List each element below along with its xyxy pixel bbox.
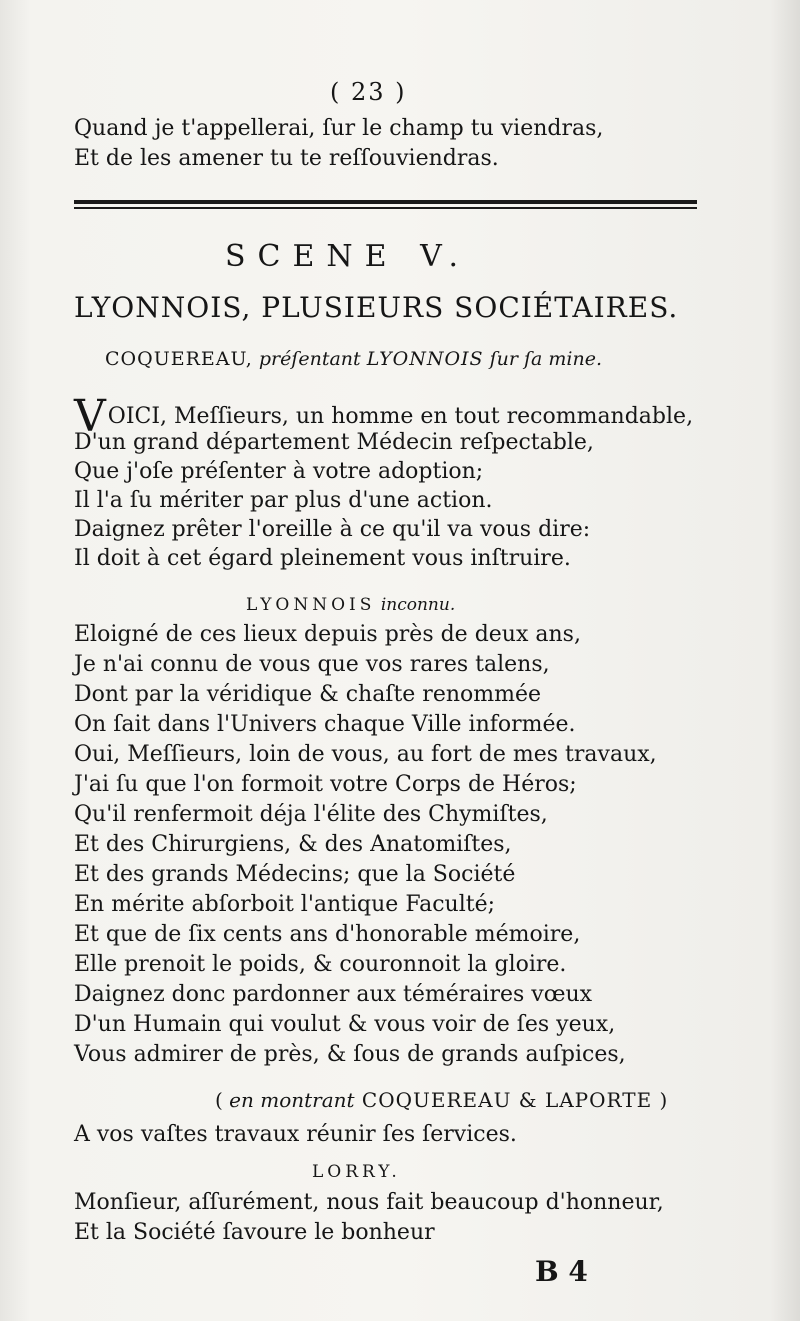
verse-line: Il doit à cet égard pleinement vous inſtruire. bbox=[74, 546, 571, 571]
speaker-note: inconnu. bbox=[375, 595, 456, 615]
section-rule bbox=[74, 207, 697, 209]
cast-list: LYONNOIS, PLUSIEURS SOCIÉTAIRES. bbox=[74, 291, 679, 324]
verse-line: Daignez prêter l'oreille à ce qu'il va vous dire: bbox=[74, 517, 591, 542]
verse-line: A vos vaſtes travaux réunir ſes ſervices. bbox=[74, 1122, 517, 1147]
verse-line: Et des Chirurgiens, & des Anatomiſtes, bbox=[74, 832, 512, 857]
speaker-heading bbox=[246, 597, 455, 614]
verse-line: Dont par la véridique & chaſte renommée bbox=[74, 682, 542, 707]
drop-cap: V bbox=[74, 391, 106, 442]
verse-line: Il l'a ſu mériter par plus d'une action. bbox=[74, 488, 493, 513]
speaker-name: LORRY. bbox=[312, 1162, 401, 1182]
verse-line: On ſait dans l'Univers chaque Ville informée. bbox=[74, 712, 576, 737]
verse-line: Et la Société ſavoure le bonheur bbox=[74, 1220, 435, 1245]
speaker-name: LYONNOIS bbox=[246, 595, 376, 615]
verse-line: Vous admirer de près, & ſous de grands auſpices, bbox=[74, 1042, 626, 1067]
verse-line: Que j'oſe préſenter à votre adoption; bbox=[74, 459, 484, 484]
verse-line: Eloigné de ces lieux depuis près de deux ans, bbox=[74, 622, 581, 647]
verse-line: Elle prenoit le poids, & couronnoit la gloire. bbox=[74, 952, 567, 977]
character-name: LYONNOIS bbox=[366, 348, 484, 370]
page-number: ( 23 ) bbox=[330, 78, 407, 106]
signature-mark: B 4 bbox=[535, 1255, 588, 1288]
section-rule bbox=[74, 200, 697, 204]
verse-line: Et des grands Médecins; que la Société bbox=[74, 862, 516, 887]
verse-line: D'un grand département Médecin reſpectable, bbox=[74, 430, 594, 455]
stage-text: en montrant bbox=[229, 1088, 355, 1112]
character-name: COQUEREAU, bbox=[105, 348, 253, 370]
verse-line: Et que de ſix cents ans d'honorable mémoire, bbox=[74, 922, 581, 947]
verse-line: En mérite abſorboit l'antique Faculté; bbox=[74, 892, 496, 917]
verse-line: D'un Humain qui voulut & vous voir de ſes yeux, bbox=[74, 1012, 616, 1037]
verse-line: Quand je t'appellerai, ſur le champ tu viendras, bbox=[74, 116, 604, 141]
paren-open: ( bbox=[215, 1088, 230, 1112]
scene-title: SCENE V. bbox=[225, 239, 471, 274]
verse-line: Je n'ai connu de vous que vos rares talens, bbox=[74, 652, 550, 677]
stage-text: ſur ſa mine. bbox=[483, 348, 603, 370]
stage-direction bbox=[105, 350, 602, 369]
verse-line: Qu'il renfermoit déja l'élite des Chymiſtes, bbox=[74, 802, 548, 827]
verse-text: OICI, Meſſieurs, un homme en tout recommandable, bbox=[107, 404, 694, 429]
verse-line: Et de les amener tu te reſſouviendras. bbox=[74, 146, 499, 171]
character-names: COQUEREAU & LAPORTE ) bbox=[354, 1088, 669, 1112]
verse-line: J'ai ſu que l'on formoit votre Corps de Héros; bbox=[74, 772, 577, 797]
verse-line: Monſieur, aſſurément, nous fait beaucoup d'honneur, bbox=[74, 1190, 664, 1215]
stage-text: préſentant bbox=[252, 348, 367, 370]
verse-line: Oui, Meſſieurs, loin de vous, au fort de mes travaux, bbox=[74, 742, 657, 767]
stage-direction bbox=[215, 1090, 668, 1110]
verse-line: Daignez donc pardonner aux téméraires vœux bbox=[74, 982, 593, 1007]
